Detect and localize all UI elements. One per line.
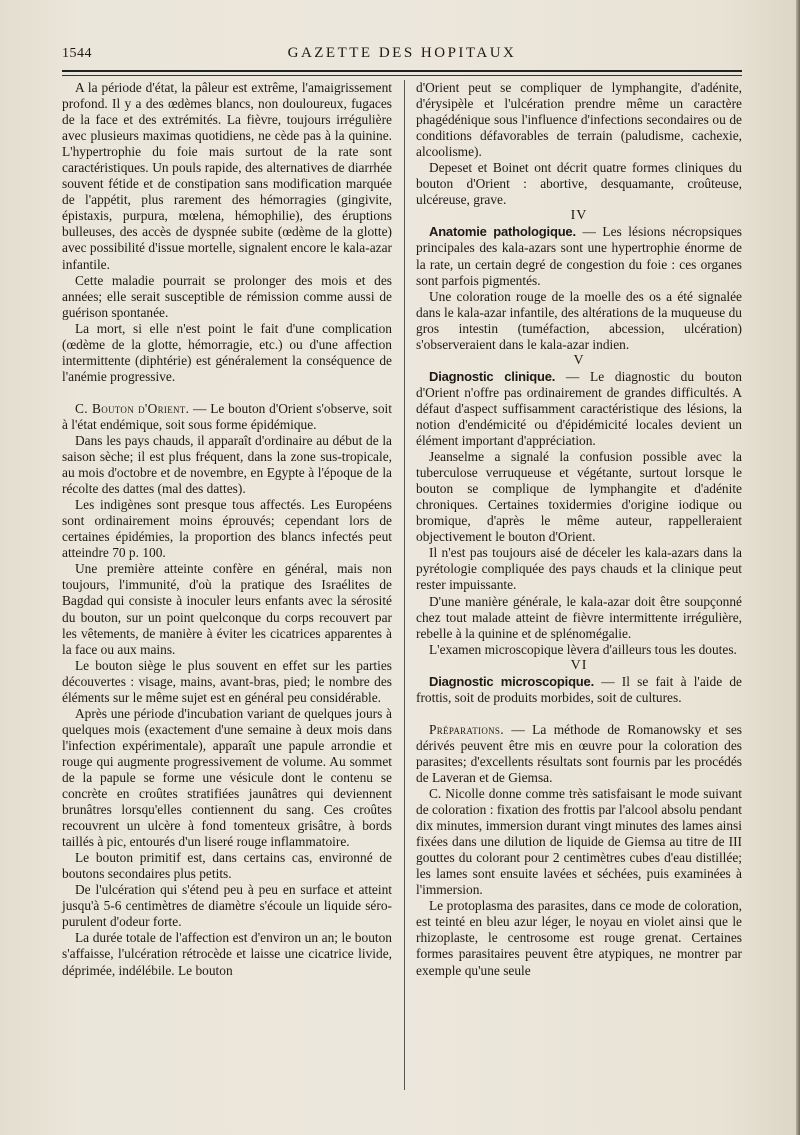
paragraph: C. Nicolle donne comme très satisfaisant le mode suivant de coloration : fixation des frottis par l'alcool absolu pendant dix minutes, immersion durant vingt minutes des lames ainsi fixées dans une dilution de liquide de Giemsa au titre de III gouttes du colorant pour 2 centimètres cubes d'eau distillée; les lames sont ensuite lavées et séchées, puis examinées à l'immersion. — [416, 786, 742, 898]
paragraph: Une première atteinte confère en général, mais non toujours, l'immunité, d'où la pratique des Israélites de Bagdad qui consiste à inoculer leurs enfants avec la sérosité du bouton, sur un point quelconque du corps recouvert par les vêtements, de manière à éviter les cicatrices apparentes à la face ou aux mains. — [62, 561, 392, 657]
paragraph: Une coloration rouge de la moelle des os a été signalée dans le kala-azar infantile, des altérations de la muqueuse du gros intestin (tuméfaction, abcession, ulcération) s'observeraient dans le kala-azar indien. — [416, 288, 742, 352]
right-column — [416, 80, 742, 979]
page-edge — [796, 0, 800, 1135]
section-number: IV — [570, 208, 588, 224]
paragraph: Les indigènes sont presque tous affectés. Les Européens sont ordinairement moins éprouvés; cependant lors de certaines épidémies, la proportion des blancs infectés peut atteindre 70 p. 100. — [62, 497, 392, 561]
section-heading: Diagnostic microscopique. — [429, 673, 594, 689]
paragraph: La mort, si elle n'est point le fait d'une complication (œdème de la glotte, hémorragie, etc.) ou d'une affection intermittente (diphtérie) est généralement la conséquence de l'anémie progressive. — [62, 320, 392, 384]
paragraph: L'examen microscopique lèvera d'ailleurs tous les doutes. — [429, 641, 737, 657]
paragraph: Depeset et Boinet ont décrit quatre formes cliniques du bouton d'Orient : abortive, desquamante, croûteuse, ulcéreuse, grave. — [416, 160, 742, 208]
paragraph-text: — Le diagnostic du bouton d'Orient n'offre pas ordinairement de grandes difficultés. A défaut d'aspect suffisamment caractéristique des lésions, la notion d'endémicité ou d'épidémicité locales devient un élément important d'appréciation. — [416, 368, 742, 449]
page-header — [62, 44, 742, 66]
paragraph-text: — Il se fait à l'aide de frottis, soit de produits morbides, soit de cultures. — [416, 673, 742, 705]
paragraph — [62, 401, 392, 433]
paragraph: Le bouton siège le plus souvent en effet sur les parties découvertes : visage, mains, avant-bras, pied; le nombre des éléments sur le même sujet est en général peu considérable. — [62, 657, 392, 705]
paragraph: Le protoplasma des parasites, dans ce mode de coloration, est teinté en bleu azur léger, le noyau en violet ainsi que le rhizoplaste, le centrosome est rouge grenat. Certaines formes parasitaires peuvent être atypiques, ne montrer par exemple qu'une seule — [416, 898, 742, 978]
paragraph-text: — Les lésions nécropsiques principales des kala-azars sont une hypertrophie énorme de la rate, un certain degré de congestion du foie : ces organes sont parfois pigmentés. — [416, 224, 742, 288]
paragraph: La durée totale de l'affection est d'environ un an; le bouton s'affaisse, l'ulcération rétrocède et laisse une cicatrice livide, déprimée, indélébile. Le bouton — [62, 930, 392, 978]
header-rule-thin — [62, 75, 742, 76]
paragraph: Cette maladie pourrait se prolonger des mois et des années; elle serait susceptible de rémission comme aussi de guérison spontanée. — [62, 272, 392, 320]
paragraph: d'Orient peut se compliquer de lymphangite, d'adénite, d'érysipèle et l'ulcération prendre même un caractère phagédénique sous l'influence d'infections secondaires ou de conditions défavorables de terrain (paludisme, cachexie, alcoolisme). — [416, 80, 742, 160]
subsection-lead: C. Bouton d'Orient. — [75, 400, 190, 416]
spacer — [62, 385, 392, 401]
paragraph: Dans les pays chauds, il apparaît d'ordinaire au début de la saison sèche; il est plus fréquent, dans la zone sus-tropicale, au mois d'octobre et de novembre, en Egypte à l'époque de la récolte des dattes (mal des dattes). — [62, 432, 392, 497]
subsection-lead: Préparations. — [429, 721, 504, 737]
paragraph-text: — Le bouton d'Orient s'observe, soit à l'état endémique, soit sous forme épidémique. — [62, 400, 393, 432]
section-number: V — [573, 352, 585, 368]
page-number: 1544 — [62, 46, 92, 61]
section-number: VI — [570, 657, 588, 673]
column-separator — [404, 80, 405, 1090]
journal-title: GAZETTE DES HOPITAUX — [287, 45, 517, 61]
paragraph: Après une période d'incubation variant de quelques jours à quelques mois (exactement d'une semaine à deux mois dans l'infection expérimentale), apparaît une papule arrondie et rouge qui augmente progressivement de volume. Au sommet de la papule se forme une vésicule dont le contenu se concrète en croûtes stratifiées jaunâtres qui deviennent brunâtres lorsqu'elles contiennent du sang. Ces croûtes recouvrent un ulcère à fond tomenteux grisâtre, à bords taillés à pic, entourés d'un liseré rouge inflammatoire. — [62, 705, 392, 850]
section-heading: Diagnostic clinique. — [429, 368, 556, 384]
section-heading: Anatomie pathologique. — [429, 224, 576, 240]
paragraph — [416, 674, 742, 706]
left-column — [62, 80, 392, 979]
paragraph: Il n'est pas toujours aisé de déceler les kala-azars dans la pyrétologie compliquée des pays chauds et la clinique peut rester impuissante. — [416, 545, 742, 593]
paragraph: Jeanselme a signalé la confusion possible avec la tuberculose verruqueuse et végétante, surtout lorsque le bouton se complique de lymphangite et d'adénite chroniques. Certaines toxidermies d'origine iodique ou bromique, d'après le même auteur, rappelleraient objectivement le bouton d'Orient. — [416, 449, 742, 545]
paragraph: Le bouton primitif est, dans certains cas, environné de boutons secondaires plus petits. — [62, 850, 392, 882]
paragraph-text: — La méthode de Romanowsky et ses dérivés peuvent être mis en œuvre pour la coloration des parasites; d'excellents résultats sont fournis par les procédés de Laveran et de Giemsa. — [416, 721, 742, 785]
spacer — [416, 706, 742, 722]
paragraph: A la période d'état, la pâleur est extrême, l'amaigrissement profond. Il y a des œdèmes blancs, non douloureux, fugaces de la face et des extrémités. La fièvre, toujours irrégulière avec plusieurs maximas quotidiens, ne cède pas à la quinine. L'hypertrophie du foie mais surtout de la rate sont caractéristiques. Un pouls rapide, des alternatives de diarrhée souvent fétide et de constipation sans modification marquée de l'appétit, plus rarement des hémorragies (gingivite, épistaxis, purpura, mœlena, hémophilie), des éruptions bulleuses, des accès de dyspnée subite (œdème de la glotte) avec possibilité d'issue mortelle, signalent encore le kala-azar infantile. — [62, 80, 392, 272]
header-rule-thick — [62, 70, 742, 72]
paragraph: De l'ulcération qui s'étend peu à peu en surface et atteint jusqu'à 5-6 centimètres de diamètre s'écoule un liquide séro-purulent d'odeur forte. — [62, 882, 392, 930]
paragraph — [416, 722, 742, 786]
paragraph: D'une manière générale, le kala-azar doit être soupçonné chez tout malade atteint de fièvre intermittente irrégulière, rebelle à la quinine et de splénomégalie. — [416, 593, 742, 641]
paragraph — [416, 224, 742, 288]
paragraph — [416, 369, 742, 449]
